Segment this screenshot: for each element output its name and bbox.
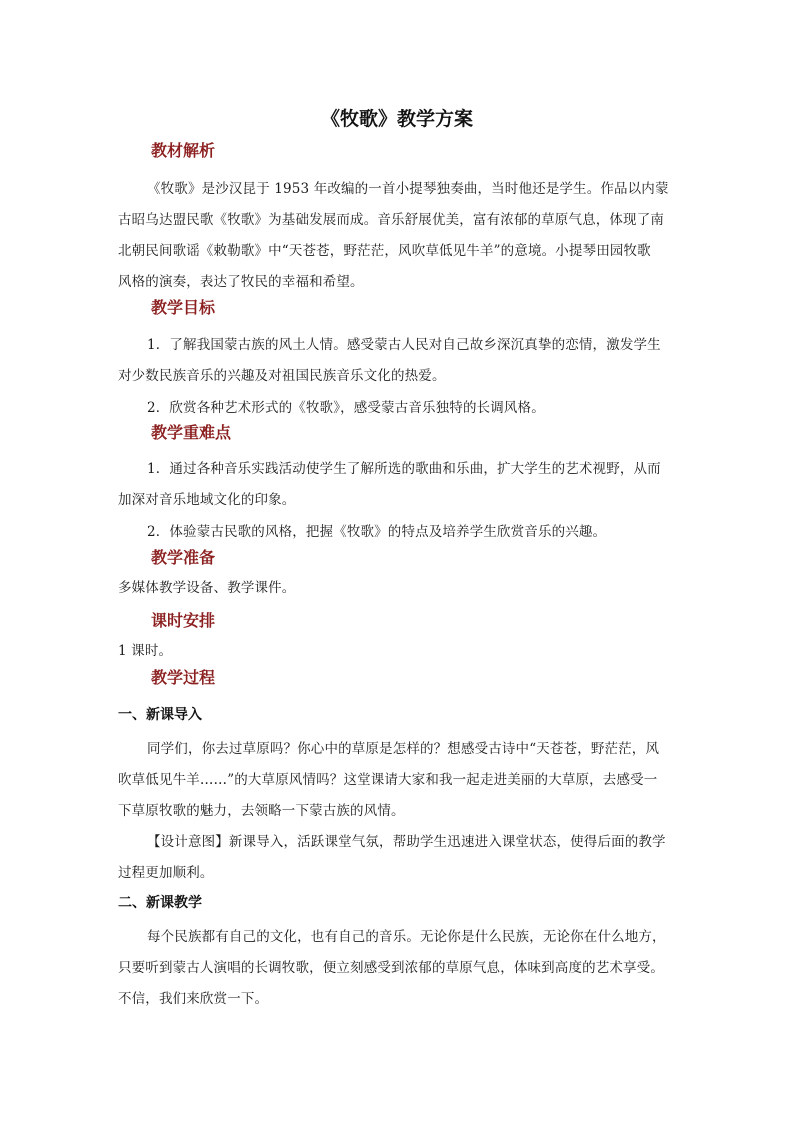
section-heading-preparation: 教学准备 <box>151 548 216 567</box>
paragraph-line: 《牧歌》是沙汉昆于 1953 年改编的一首小提琴独奏曲，当时他还是学生。作品以内蒙 <box>147 181 669 197</box>
paragraph-line: 同学们，你去过草原吗？你心中的草原是怎样的？想感受古诗中“天苍苍，野茫茫，风 <box>147 741 660 757</box>
paragraph-line: 不信，我们来欣赏一下。 <box>118 991 269 1007</box>
paragraph-line: 1．了解我国蒙古族的风土人情。感受蒙古人民对自己故乡深沉真挚的恋情，激发学生 <box>147 337 661 353</box>
paragraph-line: 北朝民间歌谣《敕勒歌》中“天苍苍，野茫茫，风吹草低见牛羊”的意境。小提琴田园牧歌 <box>118 243 651 259</box>
paragraph-line: 过程更加顺利。 <box>118 865 214 881</box>
paragraph-line: 每个民族都有自己的文化，也有自己的音乐。无论你是什么民族，无论你在什么地方， <box>147 929 666 945</box>
section-heading-teaching-goals: 教学目标 <box>151 298 216 317</box>
section-heading-textbook-analysis: 教材解析 <box>151 141 216 160</box>
page-title: 《牧歌》教学方案 <box>320 108 473 130</box>
paragraph-line: 2．体验蒙古民歌的风格，把握《牧歌》的特点及培养学生欣赏音乐的兴趣。 <box>147 524 607 540</box>
paragraph-line: 2．欣赏各种艺术形式的《牧歌》，感受蒙古音乐独特的长调风格。 <box>147 400 545 416</box>
section-heading-teaching-process: 教学过程 <box>151 668 216 687</box>
paragraph-line: 下草原牧歌的魅力，去领略一下蒙古族的风情。 <box>118 803 405 819</box>
section-heading-schedule: 课时安排 <box>151 611 216 630</box>
section-heading-key-difficulties: 教学重难点 <box>151 423 232 442</box>
paragraph-line: 风格的演奏，表达了牧民的幸福和希望。 <box>118 274 364 290</box>
paragraph-line: 【设计意图】新课导入，活跃课堂气氛，帮助学生迅速进入课堂状态，使得后面的教学 <box>147 834 666 850</box>
subsection-heading-introduction: 一、新课导入 <box>118 707 202 723</box>
paragraph-line: 吹草低见牛羊……”的大草原风情吗？这堂课请大家和我一起走进美丽的大草原，去感受一 <box>118 772 658 788</box>
paragraph-line: 对少数民族音乐的兴趣及对祖国民族音乐文化的热爱。 <box>118 368 446 384</box>
subsection-heading-new-lesson: 二、新课教学 <box>118 895 202 911</box>
paragraph-line: 只要听到蒙古人演唱的长调牧歌，便立刻感受到浓郁的草原气息，体味到高度的艺术享受。 <box>118 960 664 976</box>
paragraph-line: 1 课时。 <box>118 643 173 659</box>
paragraph-line: 1．通过各种音乐实践活动使学生了解所选的歌曲和乐曲，扩大学生的艺术视野，从而 <box>147 461 661 477</box>
paragraph-line: 多媒体教学设备、教学课件。 <box>118 580 296 596</box>
paragraph-line: 加深对音乐地域文化的印象。 <box>118 492 296 508</box>
paragraph-line: 古昭乌达盟民歌《牧歌》为基础发展而成。音乐舒展优美，富有浓郁的草原气息，体现了南 <box>118 212 664 228</box>
